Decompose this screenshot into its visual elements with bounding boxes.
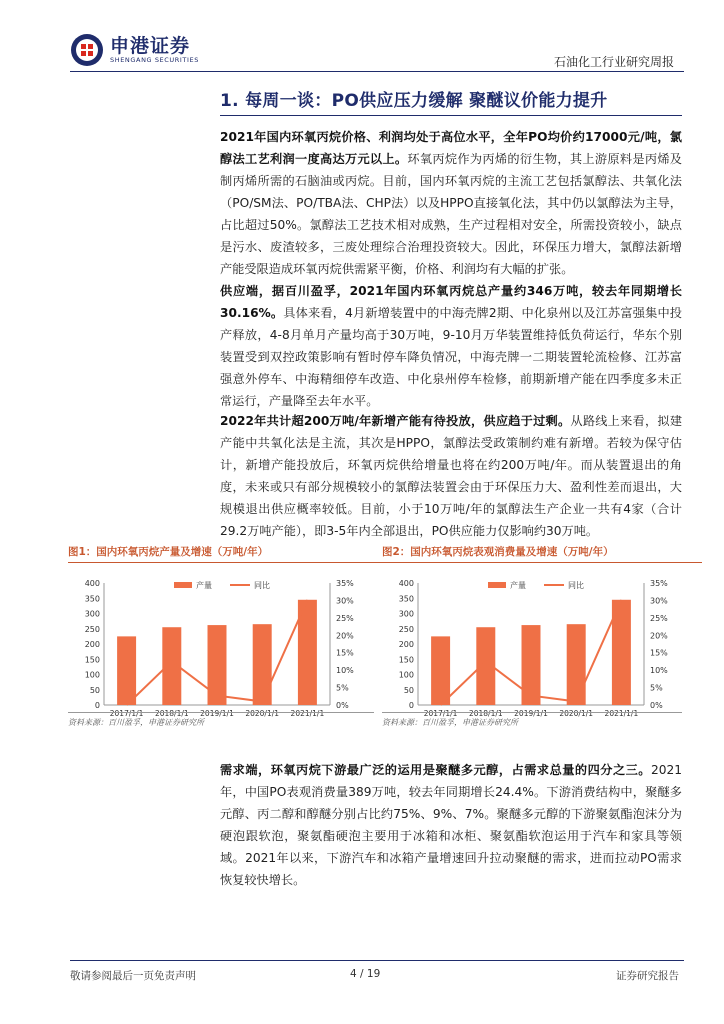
y-right-tick-label: 20% [336,631,354,641]
paragraph-body: 环氧丙烷作为丙烯的衍生物，其上游原料是丙烯及制丙烯所需的石脑油或丙烷。目前，国内环氧丙烷的主流工艺包括氯醇法、共氧化法（PO/SM法、PO/TBA法、CHP法）以及HPPO直接氧化法，其中仍以氯醇法为主导，占比超过50%。氯醇法工艺技术相对成熟，生产过程相对安全，所需投资较小，缺点是污水、废渣较多，三废处理综合治理投资较大。因此，环保压力增大，氯醇法新增产能受限造成环氧丙烷供需紧平衡，价格、利润均有大幅的扩张。 [220,152,682,276]
logo-name-en: SHENGANG SECURITIES [110,55,199,64]
paragraph-capacity [220,410,682,542]
footer-divider [70,960,684,961]
logo-icon [70,33,104,67]
legend-bar-swatch [174,582,192,588]
y-right-tick-label: 0% [650,701,663,710]
y-left-tick-label: 400 [398,579,414,588]
y-right-tick-label: 30% [650,596,668,606]
x-tick-label: 2018/1/1 [468,709,503,718]
y-left-tick-label: 400 [84,579,100,588]
y-right-tick-label: 25% [336,613,354,623]
figure-1 [68,544,388,727]
y-left-tick-label: 300 [84,609,100,619]
y-right-tick-label: 30% [336,596,354,606]
y-left-tick-label: 0 [94,701,100,710]
bar [253,624,272,705]
paragraph-body: 具体来看，4月新增装置中的中海壳牌2期、中化泉州以及江苏富强集中投产释放，4-8月单月产量均高于30万吨，9-10月万华装置维持低负荷运行，华东个别装置受到双控政策影响有暂时停车降负情况，中海壳牌一二期装置轮流检修、江苏富强意外停车、中海精细停车改造、中化泉州停车检修，前期新增产能在四季度多未正常运行，产量降至去年水平。 [220,306,682,408]
x-tick-label: 2021/1/1 [604,709,639,718]
y-right-tick-label: 35% [650,579,668,588]
bar [431,636,450,705]
paragraph-lead: 2022年共计超200万吨/年新增产能有待投放，供应趋于过剩。 [220,414,571,428]
footer-disclaimer: 敬请参阅最后一页免责声明 [70,970,196,982]
paragraph-body: 从路线上来看，拟建产能中共氧化法是主流，其次是HPPO，氯醇法受政策制约难有新增。若较为保守估计，新增产能投放后，环氧丙烷供给增量也将在约200万吨/年。而从装置退出的角度，未来或只有部分规模较小的氯醇法装置会由于环保压力大、盈利性差而退出，大规模退出供应概率较低。目前，小于10万吨/年的氯醇法生产企业一共有4家（合计29.2万吨产能），即3-5年内全部退出，PO供应能力仅影响约30万吨。 [220,414,683,538]
legend-bar-label: 产量 [510,581,526,590]
y-right-tick-label: 20% [650,631,668,641]
report-title: 石油化工行业研究周报 [553,55,674,69]
y-right-tick-label: 25% [650,613,668,623]
y-left-tick-label: 200 [398,640,414,649]
legend-line-label: 同比 [254,581,270,590]
legend-bar-swatch [488,582,506,588]
x-tick-label: 2017/1/1 [423,709,458,718]
y-left-tick-label: 350 [398,594,414,604]
figure-2-divider [382,712,682,713]
y-left-tick-label: 50 [403,685,414,695]
section-heading: 1. 每周一谈：PO供应压力缓解 聚醚议价能力提升 [220,91,608,111]
heading-divider [220,115,682,116]
y-right-tick-label: 15% [650,648,668,658]
legend-line-label: 同比 [568,581,584,590]
bar [117,636,136,705]
y-left-tick-label: 200 [84,640,100,649]
x-tick-label: 2018/1/1 [154,709,189,718]
y-left-tick-label: 250 [398,624,414,634]
paragraph-demand [220,759,682,891]
paragraph-lead: 供应端，据百川盈孚，2021年国内环氧丙烷总产量约346万吨，较去年同期增长30.16%。 [220,284,682,320]
figure-2-source: 资料来源：百川盈孚，申港证券研究所 [382,718,518,727]
paragraph-body: 2021年，中国PO表观消费量389万吨，较去年同期增长24.4%。下游消费结构中，聚醚多元醇、丙二醇和醇醚分别占比约75%、9%、7%。聚醚多元醇的下游聚氨酯泡沫分为硬泡跟软泡，聚氨酯硬泡主要用于冰箱和冰柜、聚氨酯软泡运用于汽车和家具等领域。2021年以来，下游汽车和冰箱产量增速回升拉动聚醚的需求，进而拉动PO需求恢复较快增长。 [220,763,682,887]
company-logo [70,33,199,67]
legend-bar-label: 产量 [196,581,212,590]
x-tick-label: 2019/1/1 [514,709,548,718]
figure-1-title: 图1：国内环氧丙烷产量及增速（万吨/年） [68,544,388,563]
y-right-tick-label: 0% [336,701,349,710]
y-left-tick-label: 100 [84,670,100,680]
x-tick-label: 2019/1/1 [200,709,234,718]
y-left-tick-label: 350 [84,594,100,604]
footer-report-type: 证券研究报告 [616,970,679,982]
paragraph-lead: 需求端，环氧丙烷下游最广泛的运用是聚醚多元醇，占需求总量的四分之三。 [220,763,651,777]
y-left-tick-label: 150 [84,655,100,665]
x-tick-label: 2020/1/1 [245,709,280,718]
bar [567,624,586,705]
x-tick-label: 2020/1/1 [559,709,594,718]
paragraph-price [220,126,682,280]
figure-1-source: 资料来源：百川盈孚，申港证券研究所 [68,718,204,727]
paragraph-lead: 2021年国内环氧丙烷价格、利润均处于高位水平，全年PO均价约17000元/吨，氯醇法工艺利润一度高达万元以上。 [220,130,682,166]
figure-2 [382,544,702,727]
y-left-tick-label: 50 [89,685,100,695]
chart-2 [382,567,682,727]
chart-1 [68,567,368,727]
y-right-tick-label: 15% [336,648,354,658]
header-divider [70,71,684,72]
page-number: 4 / 19 [350,968,381,980]
y-right-tick-label: 5% [336,683,349,693]
x-tick-label: 2021/1/1 [290,709,325,718]
y-left-tick-label: 0 [408,701,414,710]
logo-name-cn: 申港证券 [110,34,191,57]
y-right-tick-label: 10% [336,666,354,676]
bar [208,625,227,705]
y-right-tick-label: 35% [336,579,354,588]
y-left-tick-label: 300 [398,609,414,619]
y-left-tick-label: 100 [398,670,414,680]
figure-1-divider [68,712,374,713]
paragraph-supply [220,280,682,412]
y-left-tick-label: 250 [84,624,100,634]
figure-2-title: 图2：国内环氧丙烷表观消费量及增速（万吨/年） [382,544,702,563]
x-tick-label: 2017/1/1 [109,709,144,718]
y-right-tick-label: 5% [650,683,663,693]
bar [522,625,541,705]
y-left-tick-label: 150 [398,655,414,665]
y-right-tick-label: 10% [650,666,668,676]
